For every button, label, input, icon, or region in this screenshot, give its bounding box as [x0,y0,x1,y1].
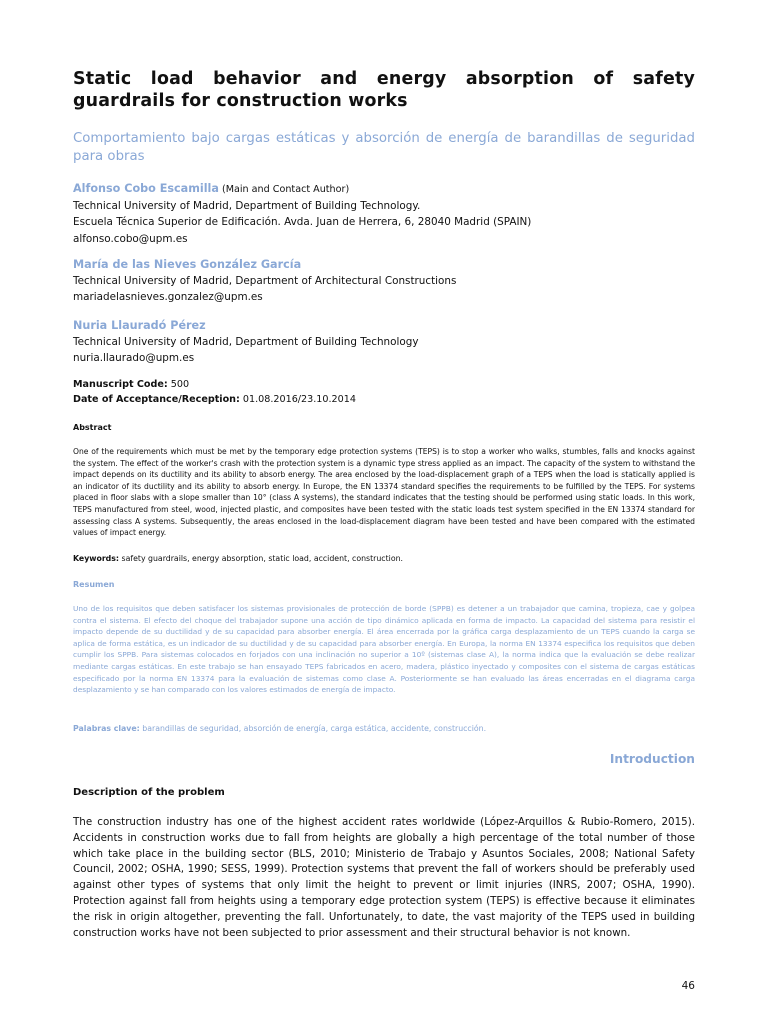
author-name: Nuria Llauradó Pérez [73,319,206,332]
author-block-3 [73,318,695,367]
resumen-text: Uno de los requisitos que deben satisfacer los sistemas provisionales de protección de borde (SPPB) es detener a un trabajador que camina, tropieza, cae y golpea contra el sistema. El efecto del choque del trabajador supone una acción de tipo dinámico aplicada en forma de impacto. La capacidad del sistema para resistir el impacto depende de su ductilidad y de su capacidad para absorber energía. El área encerrada por la gráfica carga desplazamiento de un TEPS cuando la carga se aplica de forma estática, es un indicador de su ductilidad y de su capacidad para absorber energía. En Europa, la norma EN 13374 especifica los requisitos que deben cumplir los SPPB. Para sistemas colocados en forjados con una inclinación no superior a 10º (sistemas clase A), la norma indica que la evaluación se debe realizar mediante cargas estáticas. En este trabajo se han ensayado TEPS fabricados en acero, madera, plástico inyectado y composites con el sistema de cargas estáticas especificado por la norma EN 13374 para la evaluación de sistemas como clase A. Posteriormente se han evaluado las áreas encerradas en el diagrama carga desplazamiento y se han comparado con los valores estimados de energía de impacto. [73,604,695,695]
manuscript-date-value: 01.08.2016/23.10.2014 [239,393,356,405]
palabras-clave-label: Palabras clave: [73,724,140,733]
author-affiliation: Technical University of Madrid, Department of Architectural Constructions [73,275,457,288]
abstract-text: One of the requirements which must be met by the temporary edge protection systems (TEPS) is to stop a worker who walks, stumbles, falls and knocks against the system. The effect of the worker's crash with the protection system is a dynamic type stress applied as an impact. The capacity of the system to withstand the impact depends on its ductility and its ability to absorb energy. The area enclosed by the load-displacement graph of a TEPS when the load is statically applied is an indicator of its ductility and its ability to absorb energy. In Europe, the EN 13374 standard specifies the requirements to be fulfilled by the TEPS. For systems placed in floor slabs with a slope smaller than 10° (class A systems), the standard indicates that the testing should be performed using static loads. In this work, TEPS manufactured from steel, wood, injected plastic, and composites have been tested with the static loads test system specified in the EN 13374 standard for assessing class A systems. Subsequently, the areas enclosed in the load-displacement diagram have been tested and have been compared with the estimated values of impact energy. [73,447,695,538]
introduction-paragraph: The construction industry has one of the highest accident rates worldwide (López-Arquillos & Rubio-Romero, 2015). Accidents in construction works due to fall from heights are globally a high percentage of the total number of those which take place in the building sector (BLS, 2010; Ministerio de Trabajo y Asuntos Sociales, 2008; National Safety Council, 2002; OSHA, 1990; SESS, 1999). Protection systems that prevent the fall of workers should be preferably used against other types of systems that only limit the height to prevent or limit injuries (INRS, 2007; OSHA, 1990). Protection against fall from heights using a temporary edge protection system (TEPS) is effective because it eliminates the risk in origin altogether, preventing the fall. Unfortunately, to date, the vast majority of the TEPS used in building construction works have not been subjected to prior assessment and their structural behavior is not known. [73,816,695,939]
author-note: (Main and Contact Author) [218,184,350,195]
manuscript-code-label: Manuscript Code: [73,379,168,390]
author-line [73,181,695,198]
paper-title: Static load behavior and energy absorption of safety guardrails for construction works [73,69,695,111]
manuscript-code [73,378,695,393]
page-number: 46 [681,980,695,992]
palabras-clave-value: barandillas de seguridad, absorción de energía, carga estática, accidente, construcción. [139,724,487,733]
author-line [73,318,695,334]
keywords-label: Keywords: [73,554,120,563]
abstract-heading: Abstract [73,423,112,432]
author-line [73,257,695,273]
author-affiliation: Technical University of Madrid, Department of Building Technology. [73,200,421,213]
author-name: María de las Nieves González García [73,258,302,271]
author-name: Alfonso Cobo Escamilla [73,182,219,195]
introduction-heading: Introduction [609,752,695,766]
section-subheading: Description of the problem [73,787,225,798]
paper-subtitle: Comportamiento bajo cargas estáticas y absorción de energía de barandillas de seguridad para obras [73,131,695,164]
author-email[interactable]: nuria.llaurado@upm.es [73,352,195,365]
author-block-1 [73,181,695,247]
author-email[interactable]: alfonso.cobo@upm.es [73,232,188,245]
manuscript-date-label: Date of Acceptance/Reception: [73,393,240,405]
author-email[interactable]: mariadelasnieves.gonzalez@upm.es [73,291,263,304]
manuscript-date [73,393,695,408]
manuscript-code-value: 500 [167,379,190,390]
keywords-value: safety guardrails, energy absorption, static load, accident, construction. [119,554,404,563]
manuscript-info [73,378,695,407]
author-block-2 [73,257,695,306]
author-address: Escuela Técnica Superior de Edificación. Avda. Juan de Herrera, 6, 28040 Madrid (SPAIN) [73,216,532,229]
palabras-clave [73,723,695,735]
resumen-heading: Resumen [73,580,115,589]
keywords [73,553,695,565]
author-affiliation: Technical University of Madrid, Department of Building Technology [73,336,419,349]
